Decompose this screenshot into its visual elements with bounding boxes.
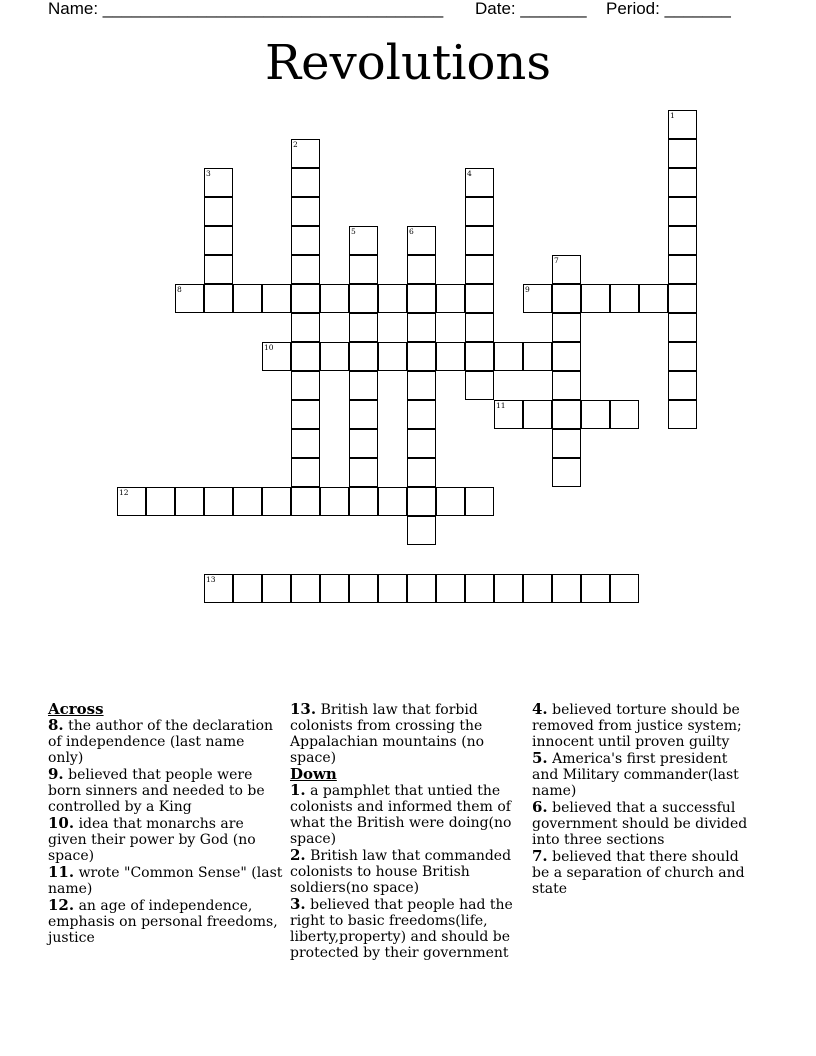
crossword-cell[interactable] [291,197,320,226]
crossword-cell[interactable] [552,458,581,487]
clue-number: 3 [206,169,211,178]
page-title: Revolutions [265,35,551,91]
crossword-cell[interactable] [291,255,320,284]
crossword-cell[interactable] [349,255,378,284]
crossword-cell[interactable] [552,400,581,429]
crossword-cell[interactable] [668,197,697,226]
crossword-cell[interactable] [349,458,378,487]
crossword-cell[interactable] [291,371,320,400]
crossword-cell[interactable] [668,226,697,255]
crossword-cell[interactable] [407,487,436,516]
crossword-cell[interactable] [494,574,523,603]
crossword-cell[interactable] [465,197,494,226]
crossword-cell[interactable] [291,226,320,255]
crossword-cell[interactable] [291,429,320,458]
crossword-cell[interactable] [552,313,581,342]
crossword-cell[interactable] [291,458,320,487]
crossword-cell[interactable] [349,342,378,371]
crossword-cell[interactable] [552,371,581,400]
crossword-cell[interactable] [291,313,320,342]
date-field[interactable]: Date: _______ [475,0,587,18]
crossword-cell[interactable] [291,342,320,371]
crossword-cell[interactable] [320,284,349,313]
crossword-cell[interactable] [465,487,494,516]
crossword-cell[interactable] [407,574,436,603]
crossword-cell[interactable] [349,487,378,516]
clue-number: 6 [409,227,414,236]
crossword-cell[interactable] [436,487,465,516]
crossword-cell[interactable] [349,284,378,313]
clues-column-2 [290,701,520,961]
crossword-cell[interactable] [552,429,581,458]
crossword-cell[interactable] [407,458,436,487]
crossword-cell[interactable] [668,313,697,342]
clue-across-13: 13. British law that forbid colonists from crossing the Appalachian mountains (no space) [290,700,485,766]
crossword-cell[interactable] [610,284,639,313]
crossword-cell[interactable] [610,574,639,603]
crossword-cell[interactable] [233,487,262,516]
crossword-cell[interactable] [262,574,291,603]
crossword-cell[interactable] [175,487,204,516]
crossword-cell[interactable] [349,429,378,458]
crossword-cell[interactable] [523,342,552,371]
crossword-cell[interactable] [668,139,697,168]
crossword-cell[interactable] [465,284,494,313]
crossword-cell[interactable] [668,168,697,197]
period-field[interactable]: Period: _______ [606,0,731,18]
crossword-cell[interactable] [320,342,349,371]
crossword-cell[interactable] [552,284,581,313]
clue-number: 12 [119,488,129,497]
clue-across-12: 12. an age of independence, emphasis on personal freedoms, justice [48,896,278,946]
crossword-cell[interactable] [494,342,523,371]
clue-down-4: 4. believed torture should be removed from justice system; innocent until proven guilty [532,700,742,750]
crossword-cell[interactable] [204,255,233,284]
crossword-cell[interactable] [233,574,262,603]
crossword-cell[interactable] [320,574,349,603]
clue-across-10: 10. idea that monarchs are given their power by God (no space) [48,814,256,864]
crossword-cell[interactable] [465,226,494,255]
crossword-cell[interactable] [465,255,494,284]
clue-number: 9 [525,285,530,294]
crossword-cell[interactable] [668,400,697,429]
crossword-cell[interactable] [581,284,610,313]
crossword-cell[interactable] [204,487,233,516]
crossword-cell[interactable] [610,400,639,429]
crossword-cell[interactable] [581,574,610,603]
crossword-cell[interactable] [668,342,697,371]
crossword-cell[interactable] [146,487,175,516]
crossword-cell[interactable] [436,342,465,371]
crossword-cell[interactable] [349,574,378,603]
crossword-cell[interactable] [378,284,407,313]
crossword-cell[interactable] [349,313,378,342]
crossword-cell[interactable] [465,574,494,603]
crossword-cell[interactable] [581,400,610,429]
crossword-cell[interactable] [639,284,668,313]
crossword-cell[interactable] [378,574,407,603]
crossword-cell[interactable] [204,226,233,255]
crossword-cell[interactable] [320,487,349,516]
clue-number: 1 [670,111,675,120]
crossword-cell[interactable] [552,342,581,371]
clue-down-3: 3. believed that people had the right to basic freedoms(life, liberty,property) and should be protected by their government [290,895,513,961]
crossword-cell[interactable] [465,371,494,400]
crossword-cell[interactable] [407,400,436,429]
clue-down-7: 7. believed that there should be a separation of church and state [532,847,745,897]
crossword-cell[interactable] [204,197,233,226]
clue-number: 7 [554,256,559,265]
crossword-cell[interactable] [668,255,697,284]
clue-number: 13 [206,575,216,584]
clue-number: 11 [496,401,506,410]
crossword-cell[interactable] [436,284,465,313]
clues-column-3 [532,701,756,897]
crossword-cell[interactable] [407,342,436,371]
clue-number: 10 [264,343,274,352]
crossword-cell[interactable] [291,284,320,313]
crossword-cell[interactable] [407,516,436,545]
crossword-cell[interactable] [378,342,407,371]
crossword-cell[interactable] [349,371,378,400]
clue-across-9: 9. believed that people were born sinners and needed to be controlled by a King [48,765,265,815]
crossword-cell[interactable] [262,284,291,313]
crossword-cell[interactable] [407,371,436,400]
crossword-cell[interactable] [262,487,291,516]
down-heading: Down [290,765,337,783]
crossword-cell[interactable] [552,574,581,603]
crossword-cell[interactable] [291,400,320,429]
crossword-cell[interactable] [407,429,436,458]
crossword-cell[interactable] [407,255,436,284]
clue-number: 2 [293,140,298,149]
crossword-cell[interactable] [465,342,494,371]
clue-number: 5 [351,227,356,236]
crossword-cell[interactable] [465,313,494,342]
across-heading: Across [48,700,104,718]
clue-down-1: 1. a pamphlet that untied the colonists and informed them of what the British were doing(no space) [290,781,512,847]
clues-column-1 [48,701,284,946]
crossword-cell[interactable] [291,487,320,516]
crossword-cell[interactable] [523,400,552,429]
crossword-cell[interactable] [668,284,697,313]
clue-down-2: 2. British law that commanded colonists to house British soldiers(no space) [290,846,512,896]
clue-across-8: 8. the author of the declaration of independence (last name only) [48,716,274,766]
clue-down-6: 6. believed that a successful government should be divided into three sections [532,798,748,848]
crossword-cell[interactable] [291,168,320,197]
crossword-cell[interactable] [668,371,697,400]
crossword-cell[interactable] [291,574,320,603]
clue-down-5: 5. America's first president and Military commander(last name) [532,749,739,799]
crossword-cell[interactable] [407,313,436,342]
crossword-cell[interactable] [407,284,436,313]
crossword-cell[interactable] [523,574,552,603]
clue-number: 4 [467,169,472,178]
clue-across-11: 11. wrote "Common Sense" (last name) [48,863,283,897]
crossword-cell[interactable] [436,574,465,603]
crossword-cell[interactable] [378,487,407,516]
crossword-cell[interactable] [204,284,233,313]
name-field[interactable]: Name: ____________________________________ [48,0,444,18]
crossword-cell[interactable] [233,284,262,313]
clue-number: 8 [177,285,182,294]
crossword-cell[interactable] [349,400,378,429]
